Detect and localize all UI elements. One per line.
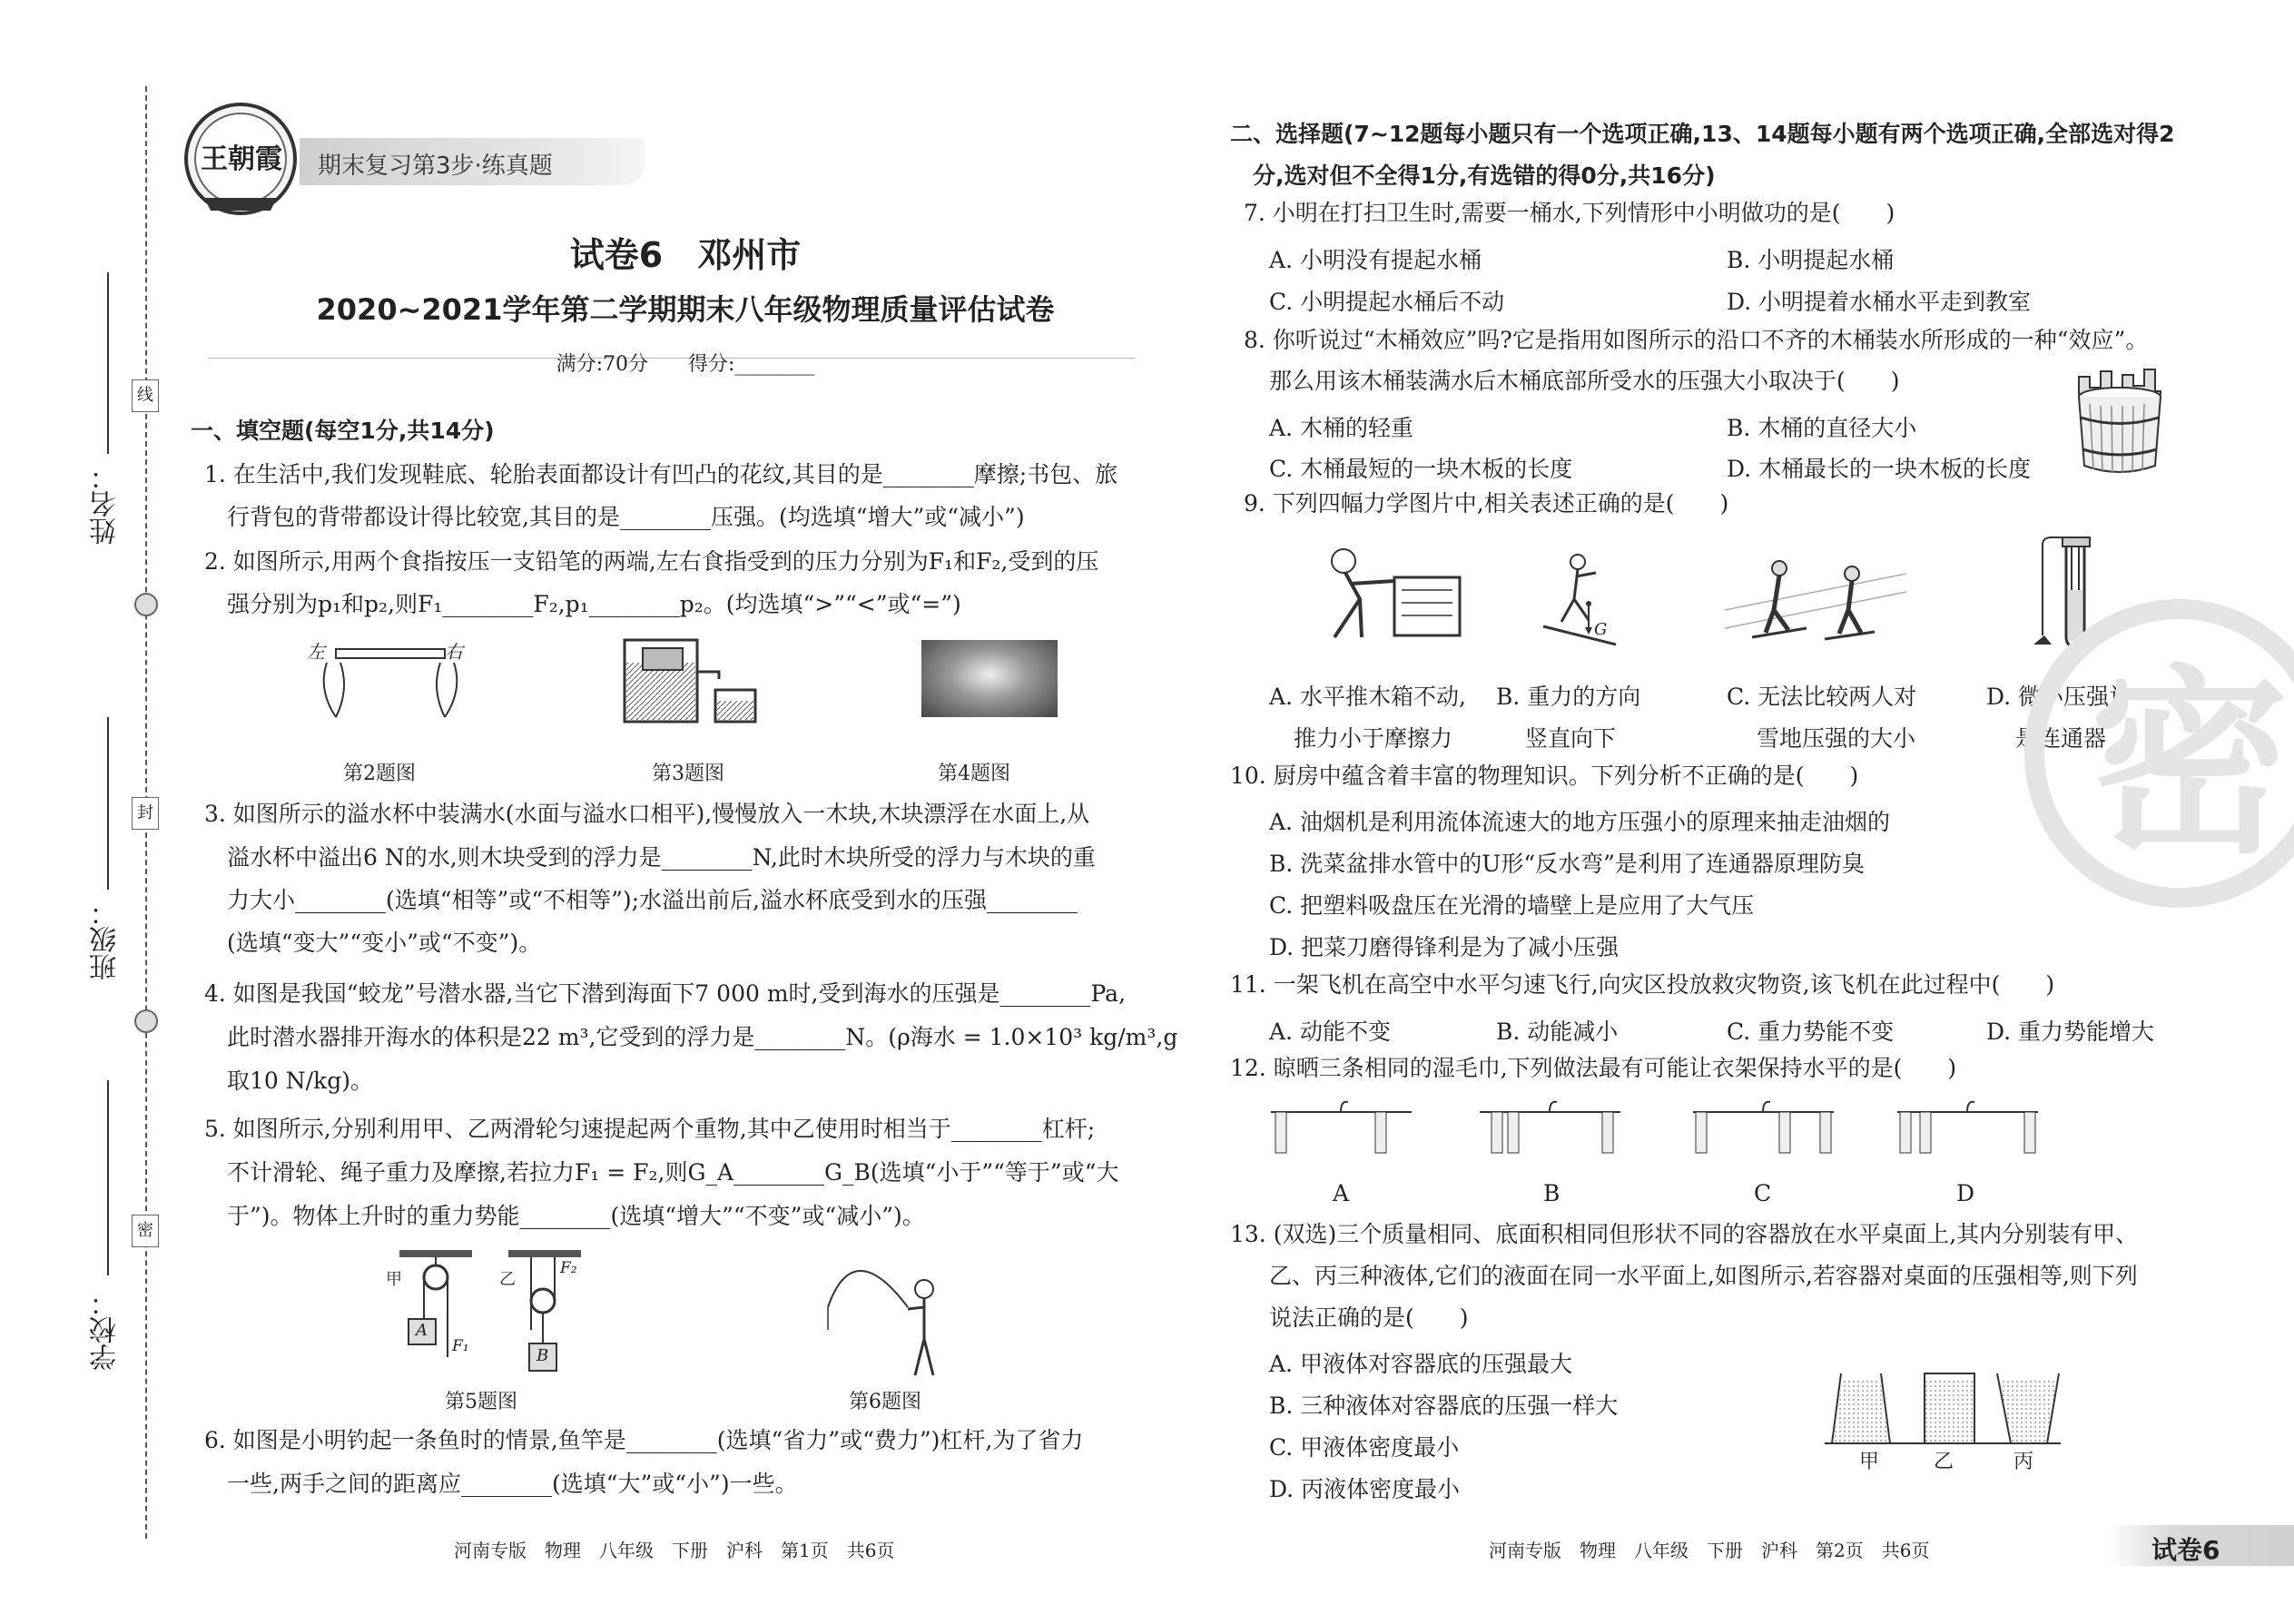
fig5-label-b: B [537,1346,549,1365]
q9-option-b-line2: 竖直向下 [1525,725,1617,752]
q12-hanger-b-image [1475,1098,1625,1162]
q9-push-box-image [1307,543,1471,643]
fig6-fishing-image [817,1253,953,1380]
q12-label-b: B [1543,1180,1561,1206]
q13-line2: 乙、丙三种液体,它们的液面在同一水平面上,如图所示,若容器对桌面的压强相等,则下列 [1269,1263,2138,1289]
seal-mark-mi-text: 密 [137,1221,153,1240]
q12-hanger-c-image [1689,1098,1838,1162]
fig5-label-f2: F₂ [560,1259,577,1277]
fig5-label-yi: 乙 [499,1270,516,1289]
fig5-label-a: A [416,1321,428,1340]
q10-option-a: A. 油烟机是利用流体流速大的地方压强小的原理来抽走油烟的 [1269,809,1890,835]
q10-option-d: D. 把菜刀磨得锋利是为了减小压强 [1269,934,1620,960]
q4-line1: 4. 如图是我国“蛟龙”号潜水器,当它下潜到海面下7 000 m时,受到海水的压强是________Pa, [204,980,1127,1007]
q11-stem: 11. 一架飞机在高空中水平匀速飞行,向灾区投放救灾物资,该飞机在此过程中( ) [1230,971,2055,998]
q9-skier-gravity-image [1534,549,1634,649]
q1-line1: 1. 在生活中,我们发现鞋底、轮胎表面都设计有凹凸的花纹,其目的是________摩擦;书包、旅 [204,461,1118,487]
brand-logo [182,100,300,218]
q5-line3: 于”)。物体上升时的重力势能________(选填“增大”“不变”或“减小”)。 [227,1203,925,1229]
hole-icon [134,1009,158,1033]
q5-line1: 5. 如图所示,分别利用甲、乙两滑轮匀速提起两个重物,其中乙使用时相当于________杠杆; [204,1116,1096,1142]
q5-line2: 不计滑轮、绳子重力及摩擦,若拉力F₁ = F₂,则G_A________G_B(选填“小于”“等于”或“大 [227,1159,1119,1186]
q2-line1: 2. 如图所示,用两个食指按压一支铅笔的两端,左右食指受到的压力分别为F₁和F₂,受到的压 [204,548,1099,575]
q8-option-c: C. 木桶最短的一块木板的长度 [1269,456,1573,482]
q11-option-b: B. 动能减小 [1496,1019,1619,1045]
q12-stem: 12. 晾晒三条相同的湿毛巾,下列做法最有可能让衣架保持水平的是( ) [1230,1055,1957,1081]
seal-mark-mi [132,1215,159,1247]
q12-label-c: C [1754,1180,1772,1206]
q7-option-d: D. 小明提着水桶水平走到教室 [1727,289,2032,315]
seal-mark-feng [132,797,159,830]
fig2-pencil-image [300,635,481,726]
seal-mark-feng-text: 封 [137,803,153,822]
fig2-right-label: 右 [445,641,463,663]
left-footer: 河南专版 物理 八年级 下册 沪科 第1页 共6页 [454,1540,895,1561]
exam-subtitle: 2020~2021学年第二学期期末八年级物理质量评估试卷 [316,292,1055,327]
q9-stem: 9. 下列四幅力学图片中,相关表述正确的是( ) [1244,490,1729,517]
q11-option-d: D. 重力势能增大 [1986,1019,2155,1045]
q10-stem: 10. 厨房中蕴含着丰富的物理知识。下列分析不正确的是( ) [1230,763,1859,789]
q3-line3: 力大小________(选填“相等”或“不相等”);水溢出前后,溢水杯底受到水的压强________ [227,887,1078,913]
score-line: 满分:70分 得分:________ [556,353,815,376]
section-choice-line1: 二、选择题(7~12题每小题只有一个选项正确,13、14题每小题有两个选项正确,全部选对得2 [1230,121,2175,147]
name-underline [107,272,109,454]
fig2-left-label: 左 [307,641,325,663]
seal-mark-xian [132,379,159,412]
q10-option-b: B. 洗菜盆排水管中的U形“反水弯”是利用了连通器原理防臭 [1269,851,1865,877]
q13-option-a: A. 甲液体对容器底的压强最大 [1269,1351,1572,1377]
paper-tab [2106,1525,2294,1566]
q3-line2: 溢水杯中溢出6 N的水,则木块受到的浮力是________N,此时木块所受的浮力与木块的重 [227,844,1096,871]
q8-option-b: B. 木桶的直径大小 [1727,415,1917,441]
logo-text: 王朝霞 [201,143,282,175]
q3-line4: (选填“变大”“变小”或“不变”)。 [227,930,542,956]
section-fill-blank: 一、填空题(每空1分,共14分) [191,418,495,444]
fig4-submarine-photo [921,640,1058,717]
fig5-label-jia: 甲 [386,1270,402,1289]
q11-option-a: A. 动能不变 [1269,1019,1391,1045]
q13-line3: 说法正确的是( ) [1269,1304,1469,1331]
name-label: 姓名： [90,463,122,545]
q12-hanger-a-image [1266,1098,1416,1162]
fig6-caption: 第6题图 [849,1391,921,1413]
q9-option-c-line2: 雪地压强的大小 [1757,725,1916,752]
q9-gravity-g-label: G [1594,620,1608,639]
q12-hanger-d-image [1893,1098,2043,1162]
q13-label-yi: 乙 [1934,1451,1954,1473]
q2-line2: 强分别为p₁和p₂,则F₁________F₂,p₁________p₂。(均选填“>”“<”或“=”) [227,591,961,617]
q9-snow-pressure-image [1725,556,1906,642]
q4-line3: 取10 N/kg)。 [227,1068,373,1094]
q7-option-a: A. 小明没有提起水桶 [1269,247,1482,273]
q13-option-b: B. 三种液体对容器底的压强一样大 [1269,1393,1619,1419]
confidential-stamp-text: 密 [2089,648,2289,881]
q13-option-d: D. 丙液体密度最小 [1269,1476,1461,1502]
q7-option-c: C. 小明提起水桶后不动 [1269,289,1505,315]
fig2-caption: 第2题图 [343,763,416,785]
fig5-label-f1: F₁ [452,1337,469,1355]
seal-mark-xian-text: 线 [137,386,153,405]
q8-wooden-bucket-image [2070,368,2170,477]
fig3-overflow-cup-image [617,635,763,726]
q7-option-b: B. 小明提起水桶 [1727,247,1895,273]
q8-line2: 那么用该木桶装满水后木桶底部所受水的压强大小取决于( ) [1269,368,1900,394]
school-underline [107,1080,109,1275]
q11-option-c: C. 重力势能不变 [1727,1019,1895,1045]
q13-label-jia: 甲 [1859,1451,1880,1473]
q6-line1: 6. 如图是小明钓起一条鱼时的情景,鱼竿是________(选填“省力”或“费力”)杠杆,为了省力 [204,1427,1084,1453]
q13-containers-image [1825,1366,2061,1448]
q9-option-c-line1: C. 无法比较两人对 [1727,684,1917,710]
fig4-caption: 第4题图 [938,763,1010,785]
class-label: 班级： [90,899,122,980]
right-footer: 河南专版 物理 八年级 下册 沪科 第2页 共6页 [1489,1540,1930,1561]
q9-option-a-line1: A. 水平推木箱不动, [1269,684,1466,710]
exam-title: 试卷6 邓州市 [569,235,802,275]
q9-option-b-line1: B. 重力的方向 [1496,684,1641,710]
q8-option-a: A. 木桶的轻重 [1269,415,1413,441]
school-label: 学校： [90,1289,122,1371]
fig5-pulley-image [381,1248,599,1384]
fig5-caption: 第5题图 [445,1391,517,1413]
q8-option-d: D. 木桶最长的一块木板的长度 [1727,456,2032,482]
hole-icon [134,593,158,616]
header-banner [300,138,645,185]
q1-line2: 行背包的背带都设计得比较宽,其目的是________压强。(均选填“增大”或“减小”) [227,504,1025,530]
q3-line1: 3. 如图所示的溢水杯中装满水(水面与溢水口相平),慢慢放入一木块,木块漂浮在水面上,从 [204,801,1090,827]
class-underline [107,717,109,890]
q13-line1: 13. (双选)三个质量相同、底面积相同但形状不同的容器放在水平桌面上,其内分别装有甲、 [1230,1221,2139,1247]
q8-line1: 8. 你听说过“木桶效应”吗?它是指用如图所示的沿口不齐的木桶装水所形成的一种“效应”。 [1244,327,2149,353]
q9-option-d-line2: 是连通器 [2015,725,2107,752]
section-choice-line2: 分,选对但不全得1分,有选错的得0分,共16分) [1253,162,1716,189]
q13-label-bing: 丙 [2013,1451,2034,1473]
paper-tab-text: 试卷6 [2151,1535,2220,1565]
q9-option-d-line1: D. 微小压强计 [1986,684,2132,710]
q7-stem: 7. 小明在打扫卫生时,需要一桶水,下列情形中小明做功的是( ) [1244,200,1895,226]
q4-line2: 此时潜水器排开海水的体积是22 m³,它受到的浮力是________N。(ρ海水 = 1.0×10³ kg/m³,g [227,1024,1178,1050]
q12-label-d: D [1956,1180,1975,1206]
q12-label-a: A [1333,1180,1350,1206]
q6-line2: 一些,两手之间的距离应________(选填“大”或“小”)一些。 [227,1471,798,1497]
q10-option-c: C. 把塑料吸盘压在光滑的墙壁上是应用了大气压 [1269,892,1755,919]
fig3-caption: 第3题图 [652,763,724,785]
header-banner-text: 期末复习第3步·练真题 [318,153,553,180]
q13-option-c: C. 甲液体密度最小 [1269,1434,1460,1461]
q9-option-a-line2: 推力小于摩擦力 [1294,725,1453,752]
